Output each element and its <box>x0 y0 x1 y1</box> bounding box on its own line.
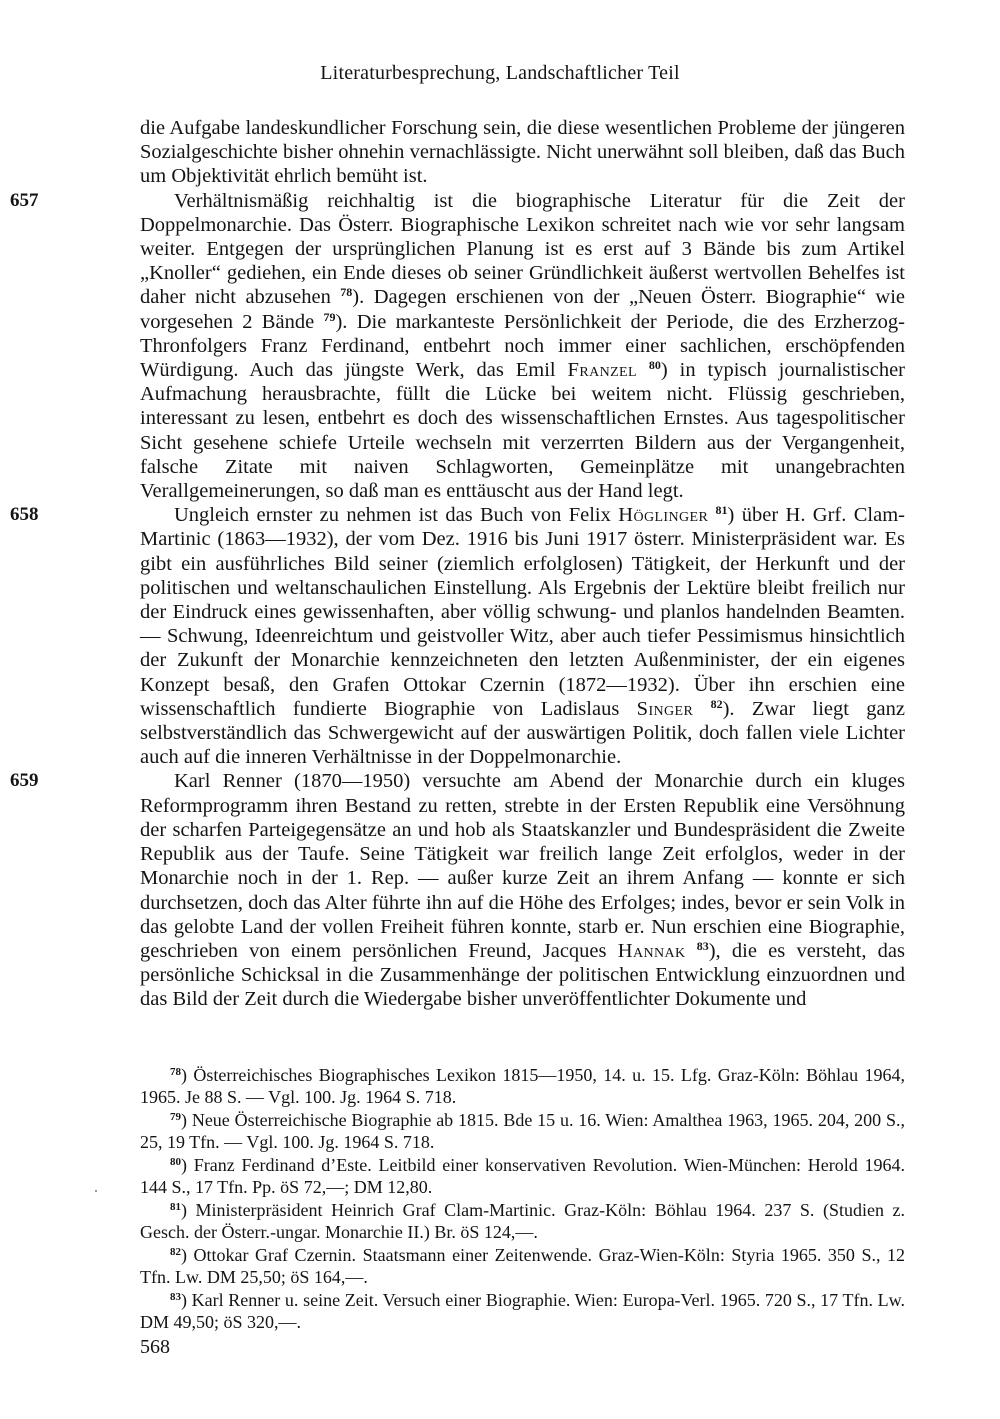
footnote <box>140 1245 905 1288</box>
paragraph-number: 659 <box>10 770 39 792</box>
paragraph-text: ) in typisch journalistischer Aufmachung herausbrachte, füllt die Lücke bei weitem nicht. Flüssig geschrieben, interessant zu lesen, entbehrt es doch des wissenschaftlichen Ernstes. Aus tagespolitischer Sicht gesehene schiefe Urteile wechseln mit verzerrten Bildern aus der Vergangenheit, falsche Zitate mit naiven Schlagworten, Gemeinplätze mit unangebrachten Verallgemeinerungen, so daß man es enttäuscht aus der Hand legt. <box>140 359 906 503</box>
footnote-mark: 78 <box>170 1066 181 1078</box>
paragraph-657 <box>10 189 906 504</box>
footnote <box>140 1155 905 1198</box>
footnote-ref: 80 <box>648 358 661 373</box>
paragraph-text: ). Zwar liegt ganz selbstverständlich das Schwergewicht auf der auswärtigen Politik, doch fallen viele Lichter auch auf die inneren Verhältnisse in der Doppelmonarchie. <box>140 697 906 769</box>
paragraph-number: 657 <box>10 189 39 211</box>
footnote <box>140 1110 905 1153</box>
author-name: Höglinger <box>618 504 709 527</box>
paragraph-continuation <box>140 116 905 189</box>
footnote-text: ) Ministerpräsident Heinrich Graf Clam-Martinic. Graz-Köln: Böhlau 1964. 237 S. (Studien z. Gesch. der Österr.-ungar. Monarchie II.) Br. öS 124,—. <box>140 1200 905 1242</box>
page-number: 568 <box>140 1336 170 1358</box>
footnote-ref: 79 <box>323 309 336 324</box>
footnote <box>140 1290 905 1333</box>
footnote-ref: 82 <box>710 696 723 711</box>
author-name: Franzel <box>567 359 637 382</box>
paragraph-number: 658 <box>10 504 39 526</box>
footnote-mark: 79 <box>170 1111 181 1123</box>
paragraph-text: Karl Renner (1870—1950) versuchte am Abend der Monarchie durch ein kluges Reformprogramm ihren Bestand zu retten, strebte in der Ersten Republik eine Versöhnung der scharfen Parteigegensätze an und hob als Staatskanzler und Bundespräsident die Zweite Republik aus der Taufe. Seine Tätigkeit war freilich lange Zeit erfolglos, weder in der Monarchie noch in der 1. Rep. — außer kurze Zeit an ihrem Anfang — konnte er sich durchsetzen, doch das Alter führte ihn auf die Höhe des Erfolges; indes, bevor er sein Volk in das gelobte Land der vollen Freiheit führen konnte, starb er. Nun erschien eine Biographie, geschrieben von einem persönlichen Freund, Jacques <box>140 770 905 962</box>
footnote-mark: 82 <box>170 1246 181 1258</box>
paragraph-659 <box>10 769 906 1011</box>
paragraph-text: ). Die markanteste Persönlichkeit der Periode, die des Erzherzog-Thronfolgers Franz Ferdinand, entbehrt noch immer einer sachlichen, erschöpfenden Würdigung. Auch das jüngste Werk, das Emil <box>140 310 905 382</box>
scan-speck <box>95 1190 97 1192</box>
author-name: Singer <box>636 697 694 720</box>
body-text <box>10 116 906 1012</box>
paragraph-text: ). Dagegen erschienen von der „Neuen Österr. Biographie“ wie vorgesehen 2 Bände <box>140 286 905 333</box>
footnote-text: ) Österreichisches Biographisches Lexikon 1815—1950, 14. u. 15. Lfg. Graz-Köln: Böhlau 1964, 1965. Je 88 S. — Vgl. 100. Jg. 1964 S. 718. <box>140 1065 905 1107</box>
paragraph-text: die Aufgabe landeskundlicher Forschung sein, die diese wesentlichen Probleme der jüngeren Sozialgeschichte bisher ohnehin vernachlässigte. Nicht unerwähnt soll bleiben, daß das Buch um Objektivität ehrlich bemüht ist. <box>140 117 905 188</box>
footnote-ref: 83 <box>696 938 709 953</box>
footnote-text: ) Ottokar Graf Czernin. Staatsmann einer Zeitenwende. Graz-Wien-Köln: Styria 1965. 350 S., 12 Tfn. Lw. DM 25,50; öS 164,—. <box>140 1245 905 1287</box>
footnote <box>140 1200 905 1243</box>
footnote-mark: 81 <box>170 1201 181 1213</box>
footnote-text: ) Franz Ferdinand d’Este. Leitbild einer konservativen Revolution. Wien-München: Herold 1964. 144 S., 17 Tfn. Pp. öS 72,—; DM 12,80. <box>140 1155 905 1197</box>
footnote-ref: 81 <box>715 503 728 518</box>
footnote-ref: 78 <box>340 285 353 300</box>
paragraph-text: Ungleich ernster zu nehmen ist das Buch von Felix <box>174 504 619 527</box>
running-head: Literaturbesprechung, Landschaftlicher Teil <box>320 62 680 84</box>
footnote-mark: 83 <box>170 1291 181 1303</box>
paragraph-text: Verhältnismäßig reichhaltig ist die biographische Literatur für die Zeit der Doppelmonarchie. Das Österr. Biographische Lexikon schreitet nach wie vor sehr langsam weiter. Entgegen der ursprünglichen Planung ist es erst auf 3 Bände bis zum Artikel „Knoller“ gediehen, ein Ende dieses ob seiner Gründlichkeit äußerst wertvollen Behelfes ist daher nicht abzusehen <box>140 189 905 309</box>
footnote-text: ) Neue Österreichische Biographie ab 1815. Bde 15 u. 16. Wien: Amalthea 1963, 1965. 204, 200 S., 25, 19 Tfn. — Vgl. 100. Jg. 1964 S. 718. <box>140 1110 905 1152</box>
footnotes <box>140 1065 905 1335</box>
author-name: Hannak <box>617 939 686 962</box>
paragraph-658 <box>10 503 906 769</box>
footnote-mark: 80 <box>170 1156 181 1168</box>
paragraph-text: ), die es versteht, das persönliche Schicksal in die Zusammenhänge der politischen Entwicklung einzuordnen und das Bild der Zeit durch die Wiedergabe bisher unveröffentlichter Dokumente und <box>140 939 906 1011</box>
footnote-text: ) Karl Renner u. seine Zeit. Versuch einer Biographie. Wien: Europa-Verl. 1965. 720 S., 17 Tfn. Lw. DM 49,50; öS 320,—. <box>140 1290 905 1332</box>
paragraph-text: ) über H. Grf. Clam-Martinic (1863—1932), der vom Dez. 1916 bis Juni 1917 österr. Ministerpräsident war. Es gibt ein ausführliches Bild seiner (ziemlich erfolglosen) Tätigkeit, der Herkunft und der politischen und weltanschaulichen Einstellung. Als Ergebnis der Lektüre bleibt freilich nur der Eindruck eines gewissenhaften, aber völlig schwung- und planlos handelnden Beamten. — Schwung, Ideenreichtum und geistvoller Witz, aber auch tiefer Pessimismus hinsichtlich der Zukunft der Monarchie kennzeichneten den letzten Außenminister, der ein eigenes Konzept besaß, den Grafen Ottokar Czernin (1872—1932). Über ihn erschien eine wissenschaftlich fundierte Biographie von Ladislaus <box>140 504 905 720</box>
footnote <box>140 1065 905 1108</box>
